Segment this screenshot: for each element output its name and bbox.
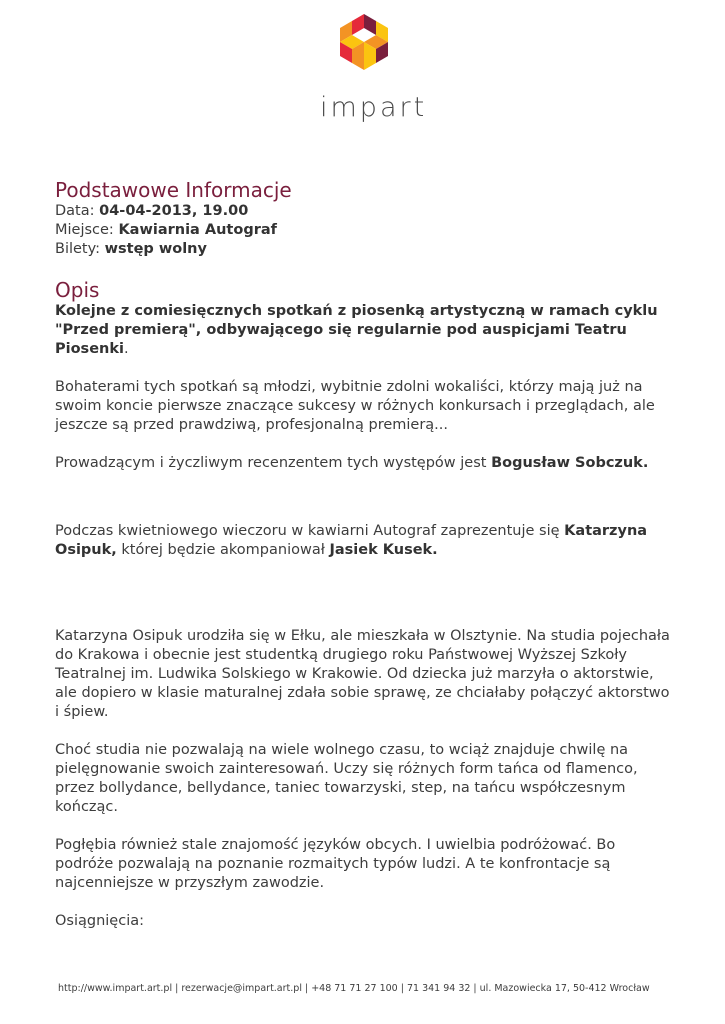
- lead-end: .: [123, 341, 129, 357]
- paragraph-7: Osiągnięcia:: [55, 913, 144, 929]
- lead-paragraph: [55, 302, 675, 359]
- accompanist-name: Jasiek Kusek.: [329, 542, 438, 558]
- paragraph-4: Katarzyna Osipuk urodziła się w Ełku, ale mieszkała w Olsztynie. Na studia pojechała do Krakowa i obecnie jest studentką drugiego roku Państwowej Wyższej Szkoły Teatralnej im. Ludwika Solskiego w Krakowie. Od dziecka już marzyła o aktorstwie, ale dopiero w klasie maturalnej zdała sobie sprawę, ze chciałaby połączyć aktorstwo i śpiew.: [55, 628, 670, 720]
- lead-bold: Kolejne z comiesięcznych spotkań z piosenką artystyczną w ramach cyklu "Przed premierą", odbywającego się regularnie pod auspicjami Teatru Piosenki: [55, 303, 658, 357]
- paragraph-3-text-1: Podczas kwietniowego wieczoru w kawiarni Autograf zaprezentuje się: [55, 523, 565, 539]
- info-heading: Podstawowe Informacje: [55, 178, 292, 202]
- place-line: [55, 221, 675, 240]
- impart-logo-icon: [334, 12, 394, 74]
- paragraph-3: [55, 522, 675, 560]
- paragraph-5: Choć studia nie pozwalają na wiele wolnego czasu, to wciąż znajduje chwilę na pielęgnowanie swoich zainteresowań. Uczy się różnych form tańca od flamenco, przez bollydance, bellydance, taniec towarzyski, step, na tańcu współczesnym kończąc.: [55, 742, 638, 815]
- date-line: [55, 202, 675, 221]
- description-heading: Opis: [55, 278, 100, 302]
- performer-name: Katarzyna Osipuk,: [55, 523, 648, 558]
- tickets-line: [55, 240, 675, 259]
- host-name: Bogusław Sobczuk.: [491, 455, 649, 471]
- date-value: 04-04-2013, 19.00: [99, 203, 249, 219]
- brand-name: impart: [320, 92, 428, 123]
- tickets-value: wstęp wolny: [104, 241, 207, 257]
- place-label: Miejsce:: [55, 222, 114, 238]
- date-label: Data:: [55, 203, 95, 219]
- paragraph-1: Bohaterami tych spotkań są młodzi, wybitnie zdolni wokaliści, którzy mają już na swoim koncie pierwsze znaczące sukcesy w różnych konkursach i przeglądach, ale jeszcze są przed prawdziwą, profesjonalną premierą...: [55, 379, 655, 433]
- footer-contact: http://www.impart.art.pl | rezerwacje@impart.art.pl | +48 71 71 27 100 | 71 341 94 32 | ul. Mazowiecka 17, 50-412 Wrocław: [58, 983, 650, 994]
- paragraph-6: Pogłębia również stale znajomość języków obcych. I uwielbia podróżować. Bo podróże pozwalają na poznanie rozmaitych typów ludzi. A te konfrontacje są najcenniejsze w przyszłym zawodzie.: [55, 837, 616, 891]
- tickets-label: Bilety:: [55, 241, 101, 257]
- document-content: [55, 178, 675, 931]
- paragraph-2-text: Prowadzącym i życzliwym recenzentem tych występów jest: [55, 455, 492, 471]
- place-value: Kawiarnia Autograf: [118, 222, 277, 238]
- paragraph-2: [55, 454, 675, 473]
- impart-logo: [320, 12, 428, 123]
- paragraph-3-text-2: której będzie akompaniował: [116, 542, 330, 558]
